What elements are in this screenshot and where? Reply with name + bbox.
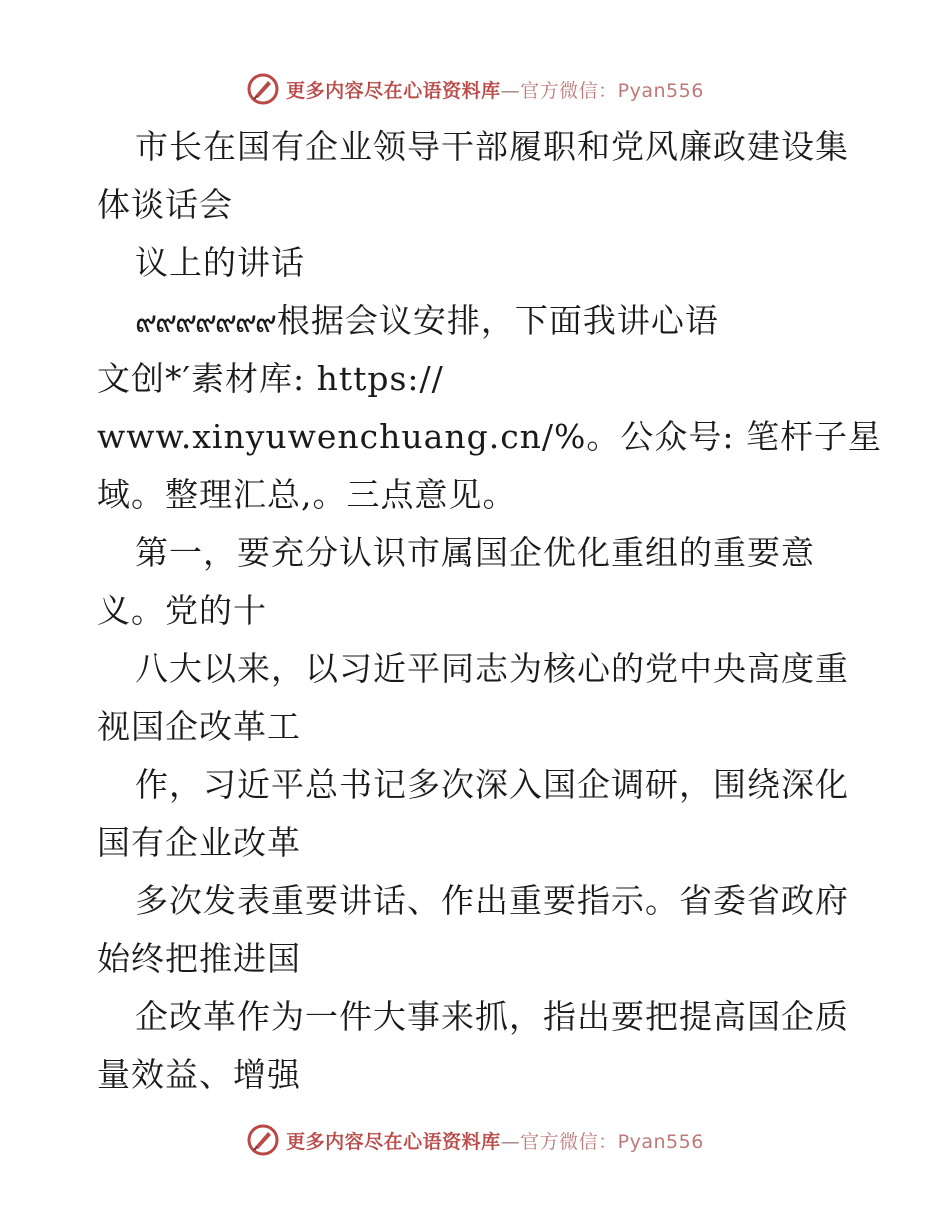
ornament-glyphs: ๙๙๙๙๙๙๙ bbox=[135, 305, 275, 340]
paragraph-line: 第一，要充分认识市属国企优化重组的重要意 bbox=[135, 533, 815, 572]
paragraph-line bbox=[97, 292, 857, 350]
paragraph-line: 多次发表重要讲话、作出重要指示。省委省政府 bbox=[135, 881, 849, 920]
banner-dash: — bbox=[500, 1130, 521, 1153]
title-line-2: 体谈话会 bbox=[97, 185, 233, 224]
document-body bbox=[97, 118, 883, 1104]
paragraph-line: 始终把推进国 bbox=[97, 939, 301, 978]
banner-wechat: 官方微信：Pyan556 bbox=[520, 1130, 704, 1153]
paragraph-line: www.xinyuwenchuang.cn/%。公众号: 笔杆子星 bbox=[97, 417, 883, 456]
banner-text bbox=[286, 1127, 704, 1154]
title-line-3: 议上的讲话 bbox=[135, 243, 305, 282]
paragraph-line: 义。党的十 bbox=[97, 591, 267, 630]
paragraph-line: 量效益、增强 bbox=[97, 1055, 301, 1094]
paragraph-line: 文创*′素材库: https:// bbox=[97, 359, 444, 398]
quill-logo-icon bbox=[246, 1123, 280, 1157]
paragraph-line: 企改革作为一件大事来抓，指出要把提高国企质 bbox=[135, 997, 849, 1036]
paragraph-line: 八大以来，以习近平同志为核心的党中央高度重 bbox=[135, 649, 849, 688]
paragraph-text: 根据会议安排，下面我讲心语 bbox=[276, 301, 719, 340]
paragraph-line: 国有企业改革 bbox=[97, 823, 301, 862]
banner-label-cn: 更多内容尽在心语资料库 bbox=[286, 79, 501, 102]
title-line-1: 市长在国有企业领导干部履职和党风廉政建设集 bbox=[135, 127, 849, 166]
paragraph-line: 作，习近平总书记多次深入国企调研，围绕深化 bbox=[135, 765, 849, 804]
banner-label-cn: 更多内容尽在心语资料库 bbox=[286, 1130, 501, 1153]
footer-watermark-banner bbox=[0, 1123, 950, 1157]
paragraph-line: 域。整理汇总,。三点意见。 bbox=[97, 475, 517, 514]
paragraph-line: 视国企改革工 bbox=[97, 707, 301, 746]
banner-text bbox=[286, 76, 704, 103]
banner-dash: — bbox=[500, 79, 521, 102]
header-watermark-banner bbox=[0, 72, 950, 106]
quill-logo-icon bbox=[246, 72, 280, 106]
banner-wechat: 官方微信：Pyan556 bbox=[520, 79, 704, 102]
